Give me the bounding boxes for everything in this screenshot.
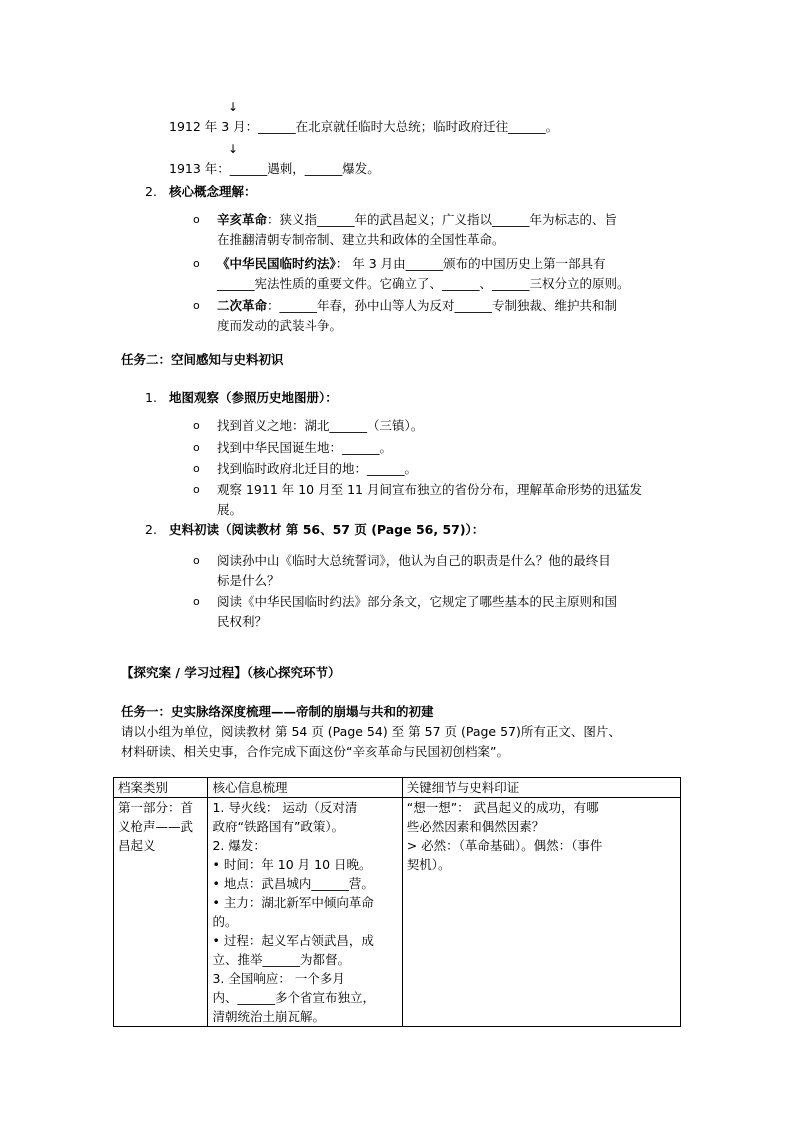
cell-line: 立、推举______为都督。 <box>212 952 350 967</box>
bullet-icon: o <box>193 257 200 270</box>
bullet-icon: o <box>193 595 200 608</box>
arrow-down-icon: ↓ <box>228 142 239 156</box>
table-header-cell: 关键细节与史料印证 <box>402 778 680 798</box>
map-title: 地图观察（参照历史地图册）： <box>169 390 338 405</box>
cell-line: • 过程：起义军占领武昌，成 <box>212 933 374 948</box>
bullet-icon: o <box>193 299 200 312</box>
concept-text: ：______年春，孙中山等人为反对______专制独裁、维护共和制 <box>267 298 618 313</box>
map-number: 1. <box>145 390 157 405</box>
bullet-icon: o <box>193 441 200 454</box>
cell-line: 1. 导火线： 运动（反对清 <box>212 800 358 815</box>
concepts-title: 核心概念理解： <box>169 184 257 199</box>
cell-line: • 时间：年 10 月 10 日晚。 <box>212 857 372 872</box>
table-header-cell: 核心信息梳理 <box>208 778 402 798</box>
archive-table <box>113 777 681 1027</box>
concept-xinhai <box>217 210 617 230</box>
cell-line: 清朝统治土崩瓦解。 <box>212 1009 325 1024</box>
cell-line: 义枪声——武 <box>118 819 194 834</box>
concept-constitution <box>217 254 606 274</box>
cell-line: • 主力：湖北新军中倾向革命 <box>212 895 374 910</box>
explore-intro: 请以小组为单位，阅读教材 第 54 页 (Page 54) 至 第 57 页 (Page 57)所有正文、图片、 <box>121 724 621 739</box>
cell-line: “想一想”： 武昌起义的成功，有哪 <box>406 800 599 815</box>
source-question-constitution-cont: 民权利？ <box>217 614 268 629</box>
table-cell-info <box>208 798 402 1027</box>
arrow-down-icon: ↓ <box>228 100 239 114</box>
concepts-number: 2. <box>145 184 157 199</box>
source-question-oath-cont: 标是什么？ <box>217 573 280 588</box>
concept-constitution-cont: ______宪法性质的重要文件。它确立了、______、______三权分立的原则。 <box>217 276 630 291</box>
cell-line: 2. 爆发： <box>212 838 266 853</box>
cell-line: > 必然：（革命基础）。偶然：（事件 <box>406 838 603 853</box>
concept-xinhai-cont: 在推翻清朝专制帝制、建立共和政体的全国性革命。 <box>217 232 505 247</box>
table-cell-category <box>114 798 208 1027</box>
explore-intro-cont: 材料研读、相关史事，合作完成下面这份“辛亥革命与民国初创档案”。 <box>121 744 509 759</box>
cell-line: 昌起义 <box>118 838 156 853</box>
bullet-icon: o <box>193 213 200 226</box>
explore-heading: 【探究案 / 学习过程】（核心探究环节） <box>121 665 341 680</box>
cell-line: • 地点：武昌城内______营。 <box>212 876 374 891</box>
bullet-icon: o <box>193 483 200 496</box>
concept-term: 《中华民国临时约法》 <box>217 256 336 271</box>
concept-term: 辛亥革命 <box>217 212 268 227</box>
timeline-1912: 1912 年 3 月：______在北京就任临时大总统；临时政府迁往______。 <box>169 119 559 134</box>
sources-title: 史料初读（阅读教材 第 56、57 页 (Page 56, 57)）： <box>169 522 485 537</box>
map-item-wuhan: 找到首义之地：湖北______（三镇）。 <box>217 418 424 433</box>
concept-text: ：狭义指______年的武昌起义；广义指以______年为标志的、旨 <box>267 212 618 227</box>
task2-title: 任务二：空间感知与史料初识 <box>121 352 284 367</box>
source-question-constitution: 阅读《中华民国临时约法》部分条文，它规定了哪些基本的民主原则和国 <box>217 594 618 609</box>
cell-line: 契机）。 <box>406 857 451 872</box>
map-item-provinces-cont: 展。 <box>217 502 243 517</box>
sources-number: 2. <box>145 522 157 537</box>
source-question-oath: 阅读孙中山《临时大总统誓词》，他认为自己的职责是什么？他的最终目 <box>217 553 611 568</box>
bullet-icon: o <box>193 419 200 432</box>
table-row <box>114 798 681 1027</box>
concept-text: ： 年 3 月由______颁布的中国历史上第一部具有 <box>335 256 606 271</box>
table-cell-detail <box>402 798 680 1027</box>
concept-term: 二次革命 <box>217 298 268 313</box>
map-item-beijing: 找到临时政府北迁目的地：______。 <box>217 461 418 476</box>
map-item-provinces: 观察 1911 年 10 月至 11 月间宣布独立的省份分布，理解革命形势的迅猛发 <box>217 482 642 497</box>
cell-line: 内、______多个省宣布独立， <box>212 990 375 1005</box>
bullet-icon: o <box>193 462 200 475</box>
cell-line: 第一部分：首 <box>118 800 194 815</box>
concept-second-revolution-cont: 度而发动的武装斗争。 <box>217 318 343 333</box>
map-item-nanjing: 找到中华民国诞生地：______。 <box>217 440 393 455</box>
cell-line: 3. 全国响应： 一个多月 <box>212 971 345 986</box>
cell-line: 的。 <box>212 914 238 929</box>
cell-line: 些必然因素和偶然因素？ <box>406 819 545 834</box>
table-header-row <box>114 778 681 798</box>
cell-line: 政府“铁路国有”政策）。 <box>212 819 345 834</box>
bullet-icon: o <box>193 554 200 567</box>
timeline-1913: 1913 年：______遇刺，______爆发。 <box>169 161 380 176</box>
table-header-cell: 档案类别 <box>114 778 208 798</box>
explore-task1-title: 任务一：史实脉络深度梳理——帝制的崩塌与共和的初建 <box>121 704 434 719</box>
concept-second-revolution <box>217 296 617 316</box>
